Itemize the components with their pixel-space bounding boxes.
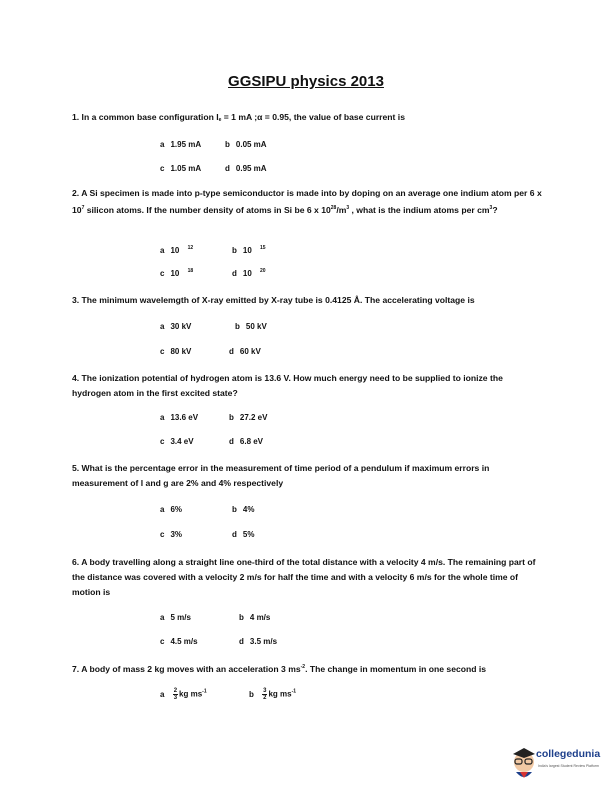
question-3: 3. The minimum wavelemgth of X-ray emitted by X-ray tube is 0.4125 Å. The accelerating voltage is xyxy=(72,295,475,305)
graduate-avatar-icon xyxy=(513,748,535,778)
q4-option-a[interactable]: a 13.6 eV xyxy=(160,413,199,422)
q6-option-d[interactable]: d 3.5 m/s xyxy=(239,637,278,646)
question-1-text-2: = 1 mA ;α = 0.95, the value of base current is xyxy=(221,112,405,122)
question-1-subscript: e xyxy=(218,117,222,123)
q3-option-b[interactable]: b 50 kV xyxy=(235,322,267,331)
q7-a-fraction: $\frac{2}{3}$ xyxy=(173,688,178,701)
q3-option-d[interactable]: d 60 kV xyxy=(229,347,261,356)
q1-option-b[interactable]: b 0.05 mA xyxy=(225,140,267,149)
q6-option-c[interactable]: c 4.5 m/s xyxy=(160,637,198,646)
q7-b-fraction: $\frac{3}{2}$ xyxy=(263,688,267,701)
q2-option-d[interactable]: d 10 $^{20}$ xyxy=(232,268,266,278)
question-1-text: 1. In a common base configuration I xyxy=(72,112,219,122)
q4-option-d[interactable]: d 6.8 eV xyxy=(229,437,264,446)
q7-option-a[interactable]: a $\frac{2}{3}$ kg $ms^{-1}$ xyxy=(160,688,207,701)
question-5: 5. What is the percentage error in the measurement of time period of a pendulum if maximum errors in measurement of l and g are 2% and 4% respectively xyxy=(72,463,490,488)
q3-option-c[interactable]: c 80 kV xyxy=(160,347,192,356)
brand-tagline: India's largest Student Review Platform xyxy=(538,764,599,768)
q1-option-d[interactable]: d 0.95 mA xyxy=(225,164,267,173)
brand-name: collegedunia xyxy=(536,748,601,760)
question-2: 2. A Si specimen is made into p-type semiconductor is made into by doping on an average one indium atom per 6 x $10^7$ silicon atoms. If the number density of atoms in Si be 6 x $10^{28}/m^3$ , what is the indium atoms per $cm^3$? xyxy=(72,188,542,215)
question-4: 4. The ionization potential of hydrogen atom is 13.6 V. How much energy need to be supplied to ionize the hydrogen atom in the first excited state? xyxy=(72,373,503,398)
q3-option-a[interactable]: a 30 kV xyxy=(160,322,192,331)
q1-option-c[interactable]: c 1.05 mA xyxy=(160,164,202,173)
q5-option-a[interactable]: a 6% xyxy=(160,505,183,514)
q6-option-a[interactable]: a 5 m/s xyxy=(160,613,191,622)
q2-option-a[interactable]: a 10 $^{12}$ xyxy=(160,245,194,255)
q4-option-c[interactable]: c 3.4 eV xyxy=(160,437,194,446)
q5-option-b[interactable]: b 4% xyxy=(232,505,255,514)
question-6: 6. A body travelling along a straight line one-third of the total distance with a velocity 4 m/s. The remaining part of the distance was covered with a velocity 2 m/s for half the time and with a velocity 6 m/s for the whole time of motion is xyxy=(72,557,536,597)
q4-option-b[interactable]: b 27.2 eV xyxy=(229,413,268,422)
question-1 xyxy=(72,110,542,128)
q6-option-b[interactable]: b 4 m/s xyxy=(239,613,271,622)
page-title: GGSIPU physics 2013 xyxy=(228,73,384,90)
q7-option-b[interactable]: b $\frac{3}{2}$ kg $ms^{-1}$ xyxy=(249,688,297,701)
angstrom-symbol: Å xyxy=(353,295,360,305)
q5-option-d[interactable]: d 5% xyxy=(232,530,255,539)
q2-option-b[interactable]: b 10 $^{15}$ xyxy=(232,245,266,255)
question-7: 7. A body of mass 2 kg moves with an acceleration 3 $ms^{-2}$. The change in momentum in one second is xyxy=(72,664,487,674)
q5-option-c[interactable]: c 3% xyxy=(160,530,183,539)
q1-option-a[interactable]: a 1.95 mA xyxy=(160,140,202,149)
q2-option-c[interactable]: c 10 $^{18}$ xyxy=(160,268,194,278)
